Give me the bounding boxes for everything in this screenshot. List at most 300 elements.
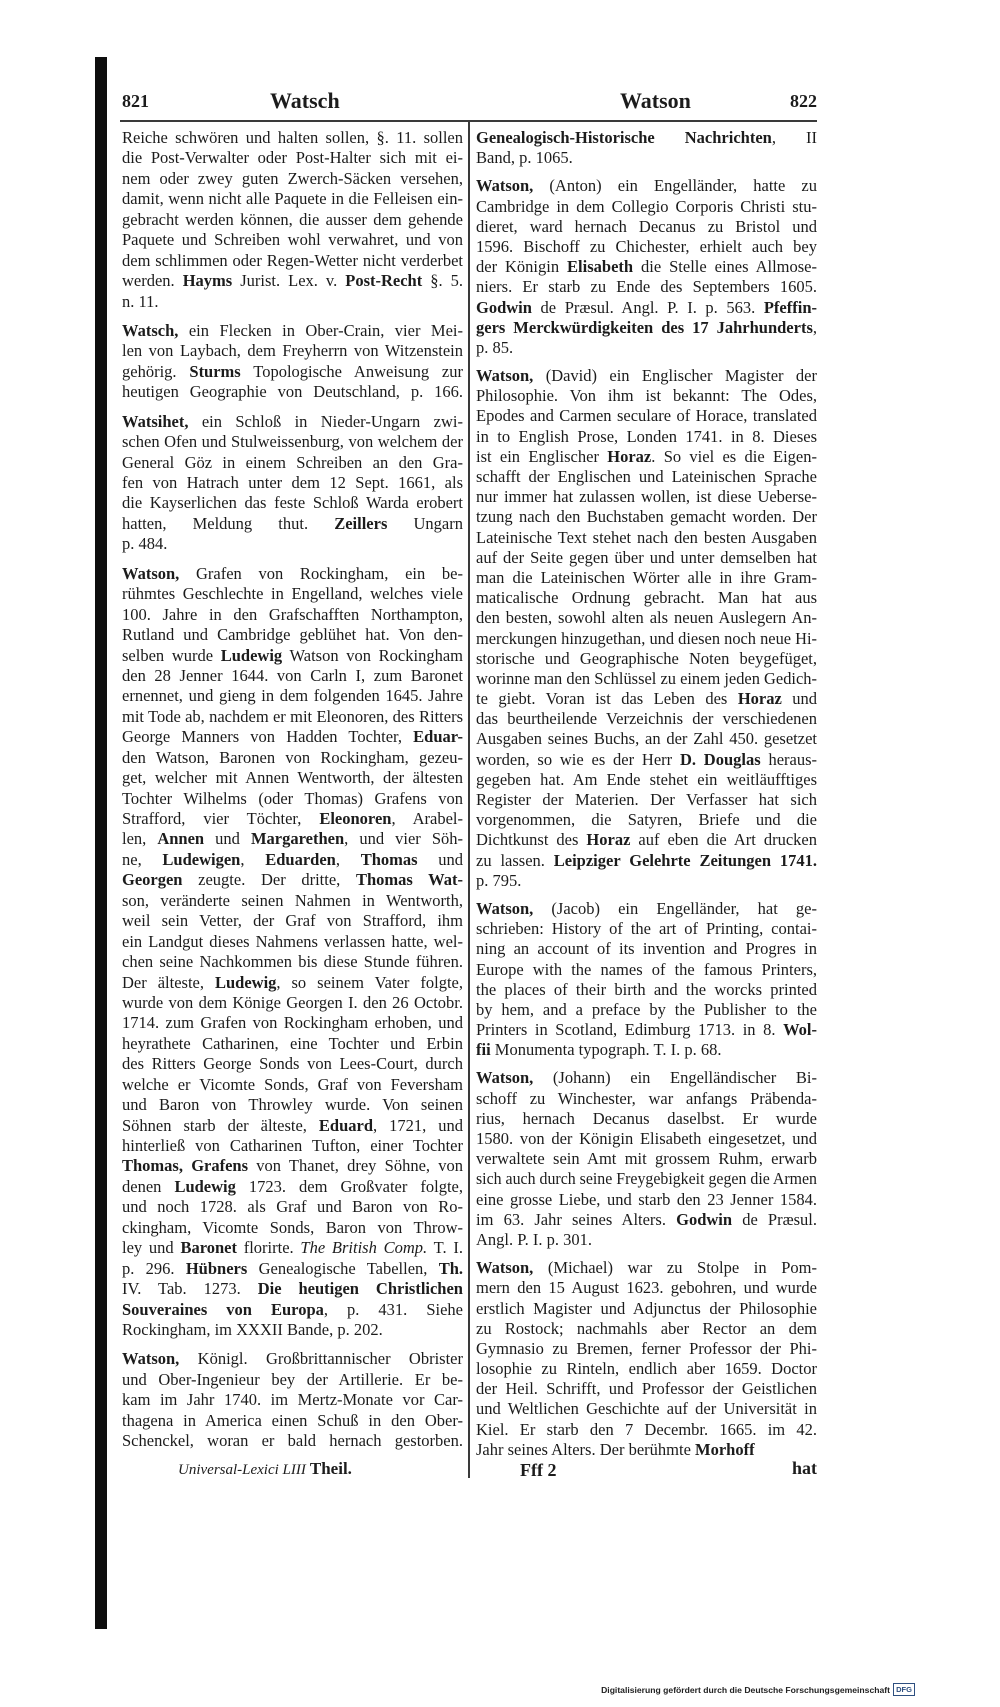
line-text: zu Rostock; nachmahls aber Rector an dem — [476, 1318, 817, 1338]
emphasized-text: Hübners — [185, 1258, 248, 1278]
line-text: , 1721, und — [373, 1115, 463, 1135]
text-line — [122, 1156, 463, 1176]
line-text: Kiel. Er starb den 7 Decembr. 1665. im 42. — [476, 1419, 817, 1439]
running-head-left: Watsch — [270, 88, 340, 113]
line-text: Ausgaben seines Buchs, an der Zahl 450. gesetzet — [476, 729, 817, 749]
text-line — [122, 605, 463, 625]
volume-footer — [178, 1459, 352, 1479]
line-text: hatten, Meldung thut. — [122, 513, 335, 533]
line-text: und noch 1728. als Graf und Baron von Ro- — [122, 1197, 463, 1217]
emphasized-text: Thomas, Grafens — [122, 1156, 249, 1176]
text-line — [122, 251, 463, 271]
line-text: ein Landgut dieses Nahmens verlassen hatte, wel- — [122, 931, 463, 951]
text-line — [122, 271, 463, 291]
page-number-left: 821 — [122, 91, 149, 111]
text-line — [476, 1299, 817, 1319]
line-text: son, veränderte seinen Nahmen in Wentworth, — [122, 890, 463, 910]
text-line — [476, 871, 817, 891]
line-text: und — [781, 689, 817, 709]
text-line — [476, 507, 817, 527]
emphasized-text: Zeillers — [334, 513, 388, 533]
text-line — [122, 1259, 463, 1279]
text-line — [476, 1230, 817, 1250]
line-text: Strafford, vier Töchter, — [122, 809, 320, 828]
text-line — [476, 939, 817, 959]
emphasized-text: Ludewigen — [162, 849, 241, 869]
emphasized-text: Watson, — [476, 898, 534, 918]
line-text: damit, wenn nicht alle Paquete in die Felleisen ein- — [122, 189, 463, 209]
emphasized-text: Eleonoren — [319, 809, 392, 828]
text-line — [122, 412, 463, 432]
line-text: maticalische Ordnung gebracht. Man hat aus — [476, 588, 817, 608]
line-text: ning an account of its invention and Progres in — [476, 939, 817, 959]
emphasized-text: Ludewig — [174, 1176, 236, 1196]
emphasized-text: Sturms — [189, 361, 241, 381]
text-line — [122, 789, 463, 809]
line-text: werden. — [122, 271, 183, 291]
text-line — [476, 899, 817, 919]
text-line — [122, 1034, 463, 1054]
line-text: . So viel es die Eigen- — [651, 446, 817, 466]
text-line — [122, 493, 463, 513]
emphasized-text: Eduar- — [413, 727, 463, 747]
line-text: p. 795. — [476, 870, 522, 890]
line-text: schrieben: History of the art of Printing, contai- — [476, 919, 817, 939]
line-text: mit Tode ab, nachdem er mit Eleonoren, des Ritters — [122, 706, 463, 726]
line-text: hinterließ von Catharinen Tufton, einer Tochter — [122, 1136, 463, 1155]
text-line — [476, 1258, 817, 1278]
text-line — [122, 1300, 463, 1320]
line-text: selben wurde — [122, 645, 221, 665]
line-text: auf eben die Art drucken — [630, 830, 817, 850]
line-text: Jahr seines Alters. Der berühmte — [476, 1439, 696, 1459]
line-text: den besten, sowohl alten als neuen Auslegern An- — [476, 608, 817, 628]
text-line — [122, 768, 463, 788]
line-text: Angl. P. I. p. 301. — [476, 1229, 592, 1249]
emphasized-text: Godwin — [676, 1209, 733, 1229]
text-line — [122, 1197, 463, 1217]
line-text: der Heil. Schrifft, und Professor der Geistlichen — [476, 1379, 817, 1399]
line-text: 1723. dem Großvater folgte, — [235, 1176, 464, 1196]
emphasized-text: Wol- — [783, 1020, 817, 1040]
emphasized-text: Godwin — [476, 297, 532, 317]
emphasized-text: Eduard — [318, 1115, 373, 1135]
text-line — [476, 427, 817, 447]
line-text: in to English Prose, Londen 1741. in 8. Dieses — [476, 426, 817, 446]
text-line — [476, 980, 817, 1000]
text-line — [476, 960, 817, 980]
line-text: vorgenommen, die Satyren, Briefe und die — [476, 810, 817, 830]
line-text: get, welcher mit Annen Wentworth, der ältesten — [122, 768, 463, 788]
line-text: , — [240, 849, 266, 869]
emphasized-text: gers Merckwürdigkeiten des 17 Jahrhunderts — [476, 317, 813, 337]
line-text: , Arabel- — [391, 809, 463, 828]
text-line — [122, 169, 463, 189]
text-line — [122, 973, 463, 993]
line-text: niers. Er starb zu Ende des Septembers 1605. — [476, 277, 817, 297]
article-entry — [122, 128, 463, 312]
text-line — [476, 830, 817, 850]
line-text: de Præsul. Angl. P. I. p. 563. — [531, 297, 764, 317]
text-line — [122, 1136, 463, 1156]
line-text: eine grosse Liebe, und starb den 23 Jenner 1584. — [476, 1189, 817, 1209]
italic-text: The British Comp. — [300, 1238, 428, 1258]
text-line — [122, 707, 463, 727]
line-text: ein Schloß in Nieder-Ungarn zwi- — [188, 411, 463, 431]
line-text: , so seinem Vater folgte, — [276, 972, 463, 992]
text-line — [122, 870, 463, 890]
text-line — [476, 447, 817, 467]
text-line — [122, 1075, 463, 1095]
article-entry — [476, 899, 817, 1061]
emphasized-text: Horaz — [586, 830, 631, 850]
catchword: hat — [791, 1458, 817, 1478]
emphasized-text: Elisabeth — [567, 257, 634, 277]
emphasized-text: Watson, — [476, 1258, 534, 1278]
text-line — [476, 487, 817, 507]
text-line — [122, 686, 463, 706]
line-text: , und vier Söh- — [344, 829, 464, 849]
text-line — [122, 534, 463, 554]
text-line — [476, 467, 817, 487]
line-text: Epodes and Carmen seculare of Horace, translated — [476, 406, 817, 426]
line-text: by hem, and a preface by the Publisher to the — [476, 999, 817, 1019]
line-text: tzung nach den Buchstaben gemacht worden. Der — [476, 507, 817, 527]
emphasized-text: D. Douglas — [679, 749, 761, 769]
text-line — [122, 932, 463, 952]
emphasized-text: Watson, — [476, 366, 534, 386]
text-line — [122, 584, 463, 604]
text-line — [122, 1279, 463, 1299]
line-text: welche er Vicomte Sonds, Graf von Feversham — [122, 1074, 463, 1094]
text-line — [122, 1349, 463, 1369]
text-line — [476, 689, 817, 709]
line-text: der Königin — [476, 257, 568, 277]
line-text: (Anton) ein Engelländer, hatte zu — [533, 176, 817, 196]
emphasized-text: Margarethen — [250, 829, 345, 849]
line-text: , p. 431. Siehe — [323, 1299, 463, 1319]
text-line — [122, 432, 463, 452]
line-text: rühmtes Geschlechte in Engelland, welches viele — [122, 584, 463, 604]
line-text: florirte. — [236, 1238, 301, 1258]
line-text: de Præsul. — [732, 1209, 817, 1229]
line-text: Grafen von Rockingham, ein be- — [179, 563, 463, 583]
line-text: te giebt. Voran ist das Leben des — [476, 689, 738, 709]
text-line — [122, 453, 463, 473]
emphasized-text: Post-Recht — [345, 271, 423, 291]
page-number-right: 822 — [790, 91, 817, 111]
text-line — [476, 750, 817, 770]
text-line — [122, 625, 463, 645]
text-line — [476, 790, 817, 810]
line-text: n. 11. — [122, 291, 159, 311]
text-line — [476, 608, 817, 628]
line-text: denen — [122, 1176, 175, 1196]
line-text: Printers in Scotland, Edimburg 1713. in 8. — [476, 1020, 784, 1040]
line-text: Register der Materien. Der Verfasser hat sich — [476, 790, 817, 809]
line-text: schoff zu Winchester, war anfangs Präbenda- — [476, 1088, 817, 1108]
line-text: gehörig. — [122, 361, 190, 381]
article-entry — [122, 321, 463, 403]
emphasized-text: Horaz — [607, 446, 652, 466]
text-line — [476, 277, 817, 297]
text-line — [476, 1020, 817, 1040]
text-line — [122, 1116, 463, 1136]
text-line — [476, 1089, 817, 1109]
text-line — [476, 338, 817, 358]
text-line — [122, 952, 463, 972]
text-line — [122, 321, 463, 341]
line-text: zu lassen. — [476, 850, 554, 870]
text-line — [476, 1420, 817, 1440]
text-line — [476, 1359, 817, 1379]
text-line — [122, 809, 463, 829]
emphasized-text: Eduarden — [265, 849, 336, 869]
line-text: die Stelle eines Allmose- — [633, 257, 817, 277]
line-text: (Michael) war zu Stolpe in Pom- — [533, 1258, 817, 1278]
text-line — [122, 829, 463, 849]
article-entry — [122, 412, 463, 555]
emphasized-text: Thomas — [360, 849, 418, 869]
line-text: ne, — [122, 849, 163, 869]
text-line — [476, 1190, 817, 1210]
line-text: chen seine Nachkommen bis diese Stunde führen. — [122, 952, 463, 972]
emphasized-text: Watson, — [122, 1349, 180, 1369]
text-line — [476, 1399, 817, 1419]
line-text: General Göz in einem Schreiben an den Gra- — [122, 452, 463, 472]
text-line — [122, 362, 463, 382]
volume-title: Universal-Lexici LIII — [178, 1462, 306, 1478]
text-line — [122, 993, 463, 1013]
text-line — [122, 748, 463, 768]
emphasized-text: Watsch, — [122, 320, 179, 340]
line-text: schafft der Englischen und Lateinischen Sprache — [476, 467, 817, 486]
emphasized-text: Watson, — [122, 563, 180, 583]
line-text: von Thanet, drey Söhne, von — [248, 1156, 463, 1176]
article-entry — [476, 128, 817, 168]
text-line — [122, 1095, 463, 1115]
text-line — [476, 1149, 817, 1169]
text-line — [476, 919, 817, 939]
digitization-credit: Digitalisierung gefördert durch die Deutsche Forschungsgemeinschaft — [601, 1685, 890, 1695]
line-text: Jurist. Lex. v. — [232, 271, 346, 291]
text-line — [122, 128, 463, 148]
text-line — [476, 148, 817, 168]
line-text: losophie zu Rinteln, endlich aber 1659. Doctor — [476, 1359, 817, 1379]
text-line — [122, 210, 463, 230]
text-line — [122, 891, 463, 911]
line-text: Band, p. 1065. — [476, 148, 573, 168]
text-line — [122, 1054, 463, 1074]
emphasized-text: Watson, — [476, 176, 534, 196]
text-line — [122, 189, 463, 209]
emphasized-text: Annen — [157, 829, 205, 849]
line-text: Philosophie. Von ihm ist bekannt: The Odes, — [476, 386, 817, 406]
text-line — [476, 649, 817, 669]
line-text: , — [335, 849, 361, 869]
emphasized-text: Watson, — [476, 1068, 534, 1088]
emphasized-text: Th. — [438, 1258, 463, 1278]
line-text: (Johann) ein Engelländischer Bi- — [533, 1068, 817, 1088]
line-text: weil sein Vetter, der Graf von Strafford, ihm — [122, 911, 463, 931]
text-line — [122, 1218, 463, 1238]
text-line — [476, 810, 817, 830]
text-line — [122, 564, 463, 584]
line-text: p. 296. — [122, 1258, 186, 1278]
text-line — [476, 1278, 817, 1298]
line-text: und — [204, 829, 251, 849]
text-line — [476, 588, 817, 608]
running-head-right: Watson — [620, 88, 691, 113]
text-line — [476, 176, 817, 196]
emphasized-text: fii — [476, 1040, 491, 1060]
emphasized-text: Baronet — [180, 1238, 237, 1258]
text-line — [122, 1370, 463, 1390]
text-line — [122, 1320, 463, 1340]
line-text: verwaltete sein Amt mit grossem Ruhm, erwarb — [476, 1149, 817, 1169]
line-text: Lateinische Text stehet nach den besten Ausgaben — [476, 527, 817, 547]
text-line — [476, 709, 817, 729]
text-line — [476, 1129, 817, 1149]
emphasized-text: Genealogisch-Historische Nachrichten — [476, 128, 772, 147]
line-text: p. 484. — [122, 534, 168, 554]
article-entry — [476, 1068, 817, 1250]
text-line — [476, 318, 817, 338]
line-text: gegeben hat. Am Ende stehet ein weitläufftiges — [476, 769, 817, 789]
text-line — [476, 1040, 817, 1060]
line-text: ist ein Englischer — [476, 446, 608, 466]
line-text: sich auch durch seine Freygebigkeit gegen die Armen — [476, 1169, 817, 1189]
line-text: 1596. Bischoff zu Chichester, erhielt auch bey — [476, 236, 817, 256]
line-text: des Ritters George Sonds von Lees-Court, durch — [122, 1054, 463, 1074]
line-text: Genealogische Tabellen, — [247, 1258, 439, 1278]
emphasized-text: Thomas Wat- — [355, 870, 464, 890]
article-entry — [476, 1258, 817, 1460]
text-line — [122, 382, 463, 402]
line-text: dieret, ward hernach Decanus zu Bristol und — [476, 216, 817, 236]
line-text: und Weltlichen Geschichte auf der Universität in — [476, 1399, 817, 1419]
text-line — [476, 298, 817, 318]
text-line — [476, 528, 817, 548]
line-text: die Post-Verwalter oder Post-Halter sich mit ei- — [122, 148, 463, 168]
line-text: IV. Tab. 1273. — [122, 1279, 258, 1299]
line-text: mern den 15 August 1623. gebohren, und wurde — [476, 1278, 817, 1298]
text-line — [476, 406, 817, 426]
line-text: thagena in America einen Schuß in den Ober- — [122, 1410, 463, 1430]
line-text: Cambridge in dem Collegio Corporis Christi stu- — [476, 196, 817, 216]
emphasized-text: Die heutigen Christlichen — [257, 1279, 463, 1299]
text-line — [122, 1238, 463, 1258]
text-line — [476, 669, 816, 689]
text-line — [122, 727, 463, 747]
emphasized-text: Ludewig — [220, 645, 283, 665]
text-line — [122, 1411, 463, 1431]
text-line — [122, 341, 463, 361]
text-line — [476, 197, 817, 217]
line-text: Topologische Anweisung zur — [240, 361, 463, 381]
line-text: 100. Jahre in den Grafschafften Northampton, — [122, 604, 463, 624]
article-entry — [122, 1349, 463, 1451]
text-line — [122, 1177, 463, 1197]
line-text: Watson von Rockingham — [282, 645, 463, 665]
line-text: schen Ofen und Stulweissenburg, von welchem der — [122, 432, 463, 452]
emphasized-text: Hayms — [182, 271, 233, 291]
line-text: ley und — [122, 1238, 181, 1258]
text-line — [476, 548, 817, 568]
text-line — [476, 851, 817, 871]
line-text: und — [417, 849, 464, 869]
text-line — [476, 1169, 817, 1189]
scan-edge — [95, 57, 107, 1629]
emphasized-text: Ludewig — [214, 972, 277, 992]
line-text: Reiche schwören und halten sollen, §. 11. sollen — [122, 128, 463, 147]
emphasized-text: Horaz — [737, 689, 782, 709]
text-line — [476, 366, 817, 386]
dfg-logo: DFG — [893, 1683, 915, 1696]
line-text: wurde von dem Könige Georgen I. den 26 Octobr. — [122, 992, 463, 1012]
text-line — [122, 1013, 463, 1033]
line-text: und Ober-Ingenieur bey der Artillerie. Er be- — [122, 1369, 463, 1389]
line-text: und Baron von Throwley wurde. Von seinen — [122, 1095, 463, 1115]
line-text: ernennet, und gieng in dem folgenden 1645. Jahre — [122, 686, 463, 706]
line-text: storische und Geographische Noten beygefüget, — [476, 648, 817, 668]
right-column — [476, 128, 817, 1460]
line-text: den 28 Jenner 1644. von Carln I, zum Baronet — [122, 665, 463, 685]
line-text: im 63. Jahr seines Alters. — [476, 1209, 677, 1229]
text-line — [476, 257, 817, 277]
line-text: man die Lateinischen Wörter alle in ihre Gram- — [476, 567, 817, 587]
text-line — [476, 1379, 817, 1399]
text-line — [476, 237, 817, 257]
text-line — [476, 770, 817, 790]
line-text: zeugte. Der dritte, — [182, 870, 356, 890]
line-text: len von Laybach, dem Freyherrn von Witzenstein — [122, 341, 463, 361]
line-text: merckungen hinzugethan, und diesen noch neue Hi- — [476, 628, 817, 648]
line-text: Tochter Wilhelms (oder Thomas) Grafens von — [122, 788, 463, 808]
line-text: Gymnasio zu Bremen, ferner Professor der Phi- — [476, 1338, 817, 1358]
line-text: 1580. von der Königin Elisabeth eingesetzet, und — [476, 1129, 817, 1148]
line-text: nur immer hat zulassen wollen, ist diese Ueberse- — [476, 487, 817, 507]
text-line — [122, 911, 463, 931]
line-text: das beurtheilende Verzeichnis der verschiedenen — [476, 709, 817, 729]
text-line — [476, 128, 817, 148]
text-line — [122, 850, 463, 870]
text-line — [476, 568, 817, 588]
text-line — [122, 230, 463, 250]
line-text: dem schlimmen oder Regen-Wetter nicht verderbet — [122, 250, 463, 270]
text-line — [122, 473, 463, 493]
text-line — [476, 386, 817, 406]
line-text: den Watson, Baronen von Rockingham, gezeu- — [122, 747, 463, 767]
line-text: len, — [122, 829, 158, 849]
line-text: T. I. — [427, 1238, 463, 1258]
text-line — [476, 629, 815, 649]
line-text: heraus- — [760, 749, 817, 769]
line-text: (Jacob) ein Engelländer, hat ge- — [533, 898, 817, 918]
emphasized-text: Watsihet, — [122, 411, 189, 431]
line-text: Söhnen starb der älteste, — [122, 1115, 319, 1135]
line-text: , — [812, 317, 817, 337]
text-line — [476, 217, 817, 237]
line-text: heyrathete Catharinen, eine Tochter und Erbin — [122, 1033, 463, 1053]
line-text: George Manners von Hadden Tochter, — [122, 727, 414, 747]
line-text: Monumenta typograph. T. I. p. 68. — [490, 1040, 722, 1060]
text-line — [476, 1440, 817, 1460]
text-line — [476, 729, 817, 749]
line-text: die Kayserlichen das feste Schloß Warda erobert — [122, 493, 463, 513]
emphasized-text: Georgen — [122, 870, 183, 890]
line-text: auf der Seite gegen über und unter demselben hat — [476, 547, 817, 567]
